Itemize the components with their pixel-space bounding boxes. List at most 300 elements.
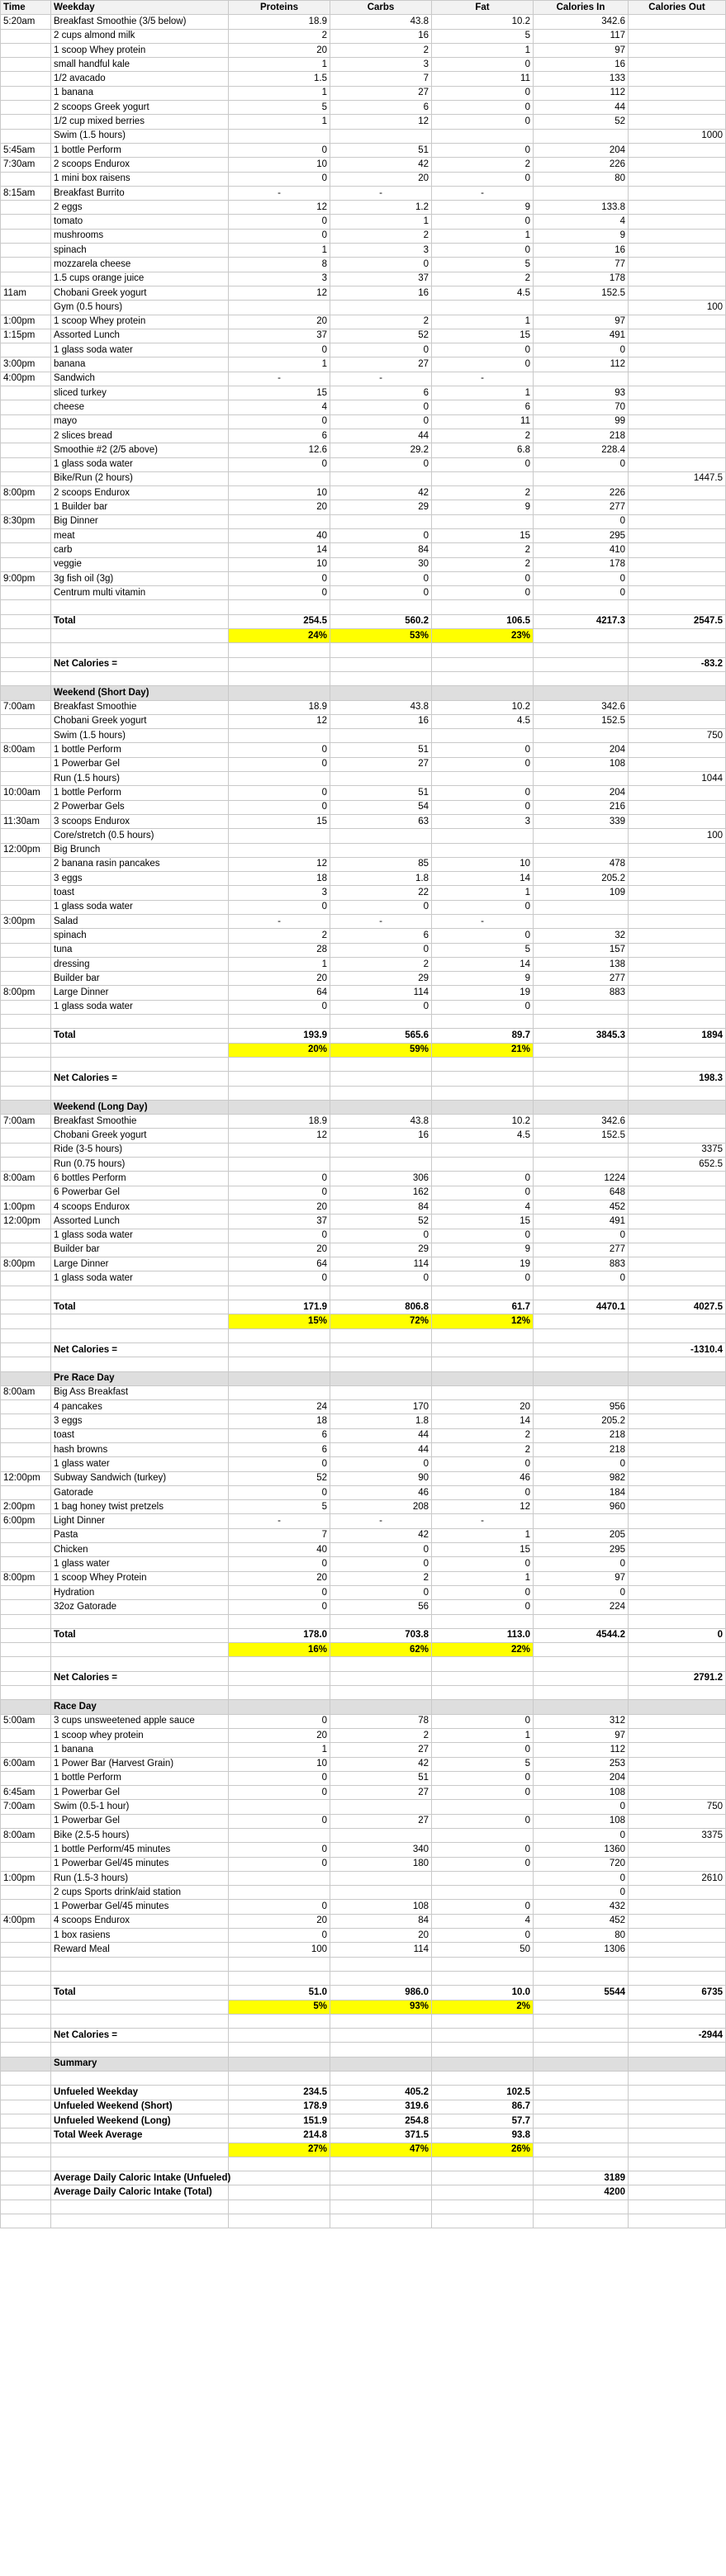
cell-carbs[interactable]: 90 <box>330 1471 432 1485</box>
cell-calories-out[interactable]: 6735 <box>629 1986 726 2000</box>
cell-calories-in[interactable]: 277 <box>534 500 629 514</box>
cell-carbs[interactable]: 84 <box>330 1200 432 1214</box>
cell-proteins[interactable]: 12 <box>229 286 330 300</box>
cell-calories-in[interactable]: 0 <box>534 1229 629 1243</box>
cell-fat[interactable] <box>432 729 534 743</box>
cell-time[interactable] <box>1 1986 51 2000</box>
cell-fat[interactable] <box>432 2014 534 2028</box>
cell-fat[interactable] <box>432 1371 534 1385</box>
cell-carbs[interactable]: 180 <box>330 1857 432 1871</box>
cell-calories-in[interactable]: 178 <box>534 272 629 286</box>
cell-time[interactable] <box>1 2072 51 2086</box>
cell-calories-in[interactable] <box>534 2143 629 2157</box>
cell-fat[interactable]: 93.8 <box>432 2129 534 2143</box>
cell-carbs[interactable] <box>330 1158 432 1172</box>
cell-item[interactable] <box>51 1614 229 1628</box>
cell-proteins[interactable] <box>229 1371 330 1385</box>
cell-time[interactable] <box>1 1072 51 1086</box>
cell-time[interactable] <box>1 772 51 786</box>
cell-item[interactable]: 2 slices bread <box>51 429 229 443</box>
cell-proteins[interactable]: 10 <box>229 557 330 571</box>
cell-fat[interactable] <box>432 2171 534 2185</box>
cell-item[interactable]: Pasta <box>51 1528 229 1542</box>
cell-calories-out[interactable] <box>629 186 726 200</box>
cell-calories-in[interactable]: 5544 <box>534 1986 629 2000</box>
cell-fat[interactable]: 6 <box>432 400 534 414</box>
cell-fat[interactable]: 0 <box>432 1457 534 1471</box>
cell-proteins[interactable]: 178.9 <box>229 2100 330 2114</box>
cell-carbs[interactable]: 27 <box>330 1786 432 1800</box>
cell-time[interactable] <box>1 1600 51 1614</box>
cell-fat[interactable]: 4.5 <box>432 1129 534 1143</box>
cell-proteins[interactable]: 20 <box>229 972 330 986</box>
cell-calories-in[interactable]: 1360 <box>534 1843 629 1857</box>
cell-proteins[interactable]: 0 <box>229 586 330 600</box>
cell-proteins[interactable]: 0 <box>229 414 330 429</box>
cell-carbs[interactable]: 2 <box>330 957 432 971</box>
cell-calories-out[interactable] <box>629 1714 726 1728</box>
cell-time[interactable] <box>1 1186 51 1200</box>
cell-fat[interactable]: 9 <box>432 201 534 215</box>
cell-fat[interactable] <box>432 1057 534 1071</box>
cell-proteins[interactable]: 0 <box>229 457 330 471</box>
cell-calories-in[interactable]: 0 <box>534 343 629 358</box>
cell-carbs[interactable]: 54 <box>330 800 432 814</box>
cell-fat[interactable] <box>432 1342 534 1357</box>
cell-calories-out[interactable]: 2547.5 <box>629 614 726 628</box>
cell-proteins[interactable] <box>229 1614 330 1628</box>
cell-fat[interactable]: 50 <box>432 1943 534 1957</box>
cell-carbs[interactable] <box>330 1886 432 1900</box>
cell-item[interactable]: 1 scoop Whey protein <box>51 315 229 329</box>
cell-proteins[interactable] <box>229 843 330 857</box>
cell-carbs[interactable]: 2 <box>330 1571 432 1585</box>
cell-proteins[interactable]: 0 <box>229 1172 330 1186</box>
cell-calories-in[interactable] <box>534 772 629 786</box>
cell-fat[interactable]: 61.7 <box>432 1300 534 1314</box>
cell-calories-in[interactable] <box>534 1657 629 1671</box>
cell-proteins[interactable]: 0 <box>229 743 330 757</box>
cell-time[interactable] <box>1 1414 51 1428</box>
cell-proteins[interactable]: 1 <box>229 244 330 258</box>
cell-calories-out[interactable] <box>629 457 726 471</box>
cell-carbs[interactable] <box>330 2057 432 2071</box>
cell-proteins[interactable]: 1 <box>229 957 330 971</box>
cell-calories-in[interactable] <box>534 186 629 200</box>
cell-calories-in[interactable]: 108 <box>534 1814 629 1828</box>
cell-time[interactable] <box>1 2114 51 2128</box>
cell-calories-out[interactable] <box>629 2057 726 2071</box>
cell-carbs[interactable]: - <box>330 186 432 200</box>
cell-calories-out[interactable]: 198.3 <box>629 1072 726 1086</box>
cell-time[interactable] <box>1 1029 51 1043</box>
cell-fat[interactable] <box>432 1657 534 1671</box>
cell-calories-in[interactable]: 0 <box>534 571 629 585</box>
cell-carbs[interactable]: 2 <box>330 229 432 243</box>
cell-time[interactable] <box>1 557 51 571</box>
cell-calories-out[interactable] <box>629 714 726 728</box>
cell-proteins[interactable]: 0 <box>229 571 330 585</box>
cell-time[interactable] <box>1 172 51 186</box>
cell-time[interactable] <box>1 729 51 743</box>
cell-proteins[interactable]: 171.9 <box>229 1300 330 1314</box>
cell-item[interactable] <box>51 2157 229 2171</box>
cell-calories-out[interactable] <box>629 1571 726 1585</box>
cell-carbs[interactable] <box>330 2171 432 2185</box>
cell-time[interactable] <box>1 972 51 986</box>
cell-fat[interactable] <box>432 657 534 671</box>
cell-item[interactable] <box>51 2143 229 2157</box>
cell-calories-out[interactable] <box>629 1614 726 1628</box>
cell-item[interactable] <box>51 1957 229 1971</box>
cell-item[interactable]: 1/2 avacado <box>51 72 229 86</box>
cell-calories-in[interactable]: 0 <box>534 1585 629 1599</box>
cell-calories-in[interactable] <box>534 643 629 657</box>
cell-carbs[interactable] <box>330 301 432 315</box>
cell-item[interactable]: 2 cups almond milk <box>51 29 229 43</box>
cell-item[interactable]: 1 Powerbar Gel <box>51 1814 229 1828</box>
cell-calories-out[interactable] <box>629 1500 726 1514</box>
cell-calories-out[interactable] <box>629 1257 726 1271</box>
cell-item[interactable]: 1 Powerbar Gel/45 minutes <box>51 1857 229 1871</box>
cell-calories-out[interactable] <box>629 1328 726 1342</box>
cell-item[interactable]: 1 box rasiens <box>51 1929 229 1943</box>
cell-carbs[interactable] <box>330 1057 432 1071</box>
cell-item[interactable]: Breakfast Smoothie <box>51 700 229 714</box>
cell-calories-out[interactable] <box>629 1514 726 1528</box>
cell-item[interactable] <box>51 1686 229 1700</box>
cell-item[interactable] <box>51 1657 229 1671</box>
cell-fat[interactable]: 5 <box>432 943 534 957</box>
cell-calories-out[interactable] <box>629 2143 726 2157</box>
cell-item[interactable]: 1 mini box raisens <box>51 172 229 186</box>
cell-item[interactable]: Chicken <box>51 1543 229 1557</box>
cell-carbs[interactable] <box>330 1671 432 1685</box>
cell-fat[interactable]: 0 <box>432 101 534 115</box>
cell-time[interactable] <box>1 201 51 215</box>
cell-proteins[interactable]: 20 <box>229 1571 330 1585</box>
cell-fat[interactable]: 0 <box>432 86 534 100</box>
cell-item[interactable]: 1 Powerbar Gel/45 minutes <box>51 1900 229 1914</box>
cell-time[interactable] <box>1 1957 51 1971</box>
cell-proteins[interactable] <box>229 657 330 671</box>
cell-time[interactable] <box>1 1628 51 1642</box>
cell-fat[interactable] <box>432 1886 534 1900</box>
cell-time[interactable] <box>1 2171 51 2185</box>
cell-carbs[interactable] <box>330 2014 432 2028</box>
cell-time[interactable] <box>1 600 51 614</box>
cell-calories-in[interactable] <box>534 2100 629 2114</box>
cell-calories-in[interactable]: 97 <box>534 1571 629 1585</box>
cell-time[interactable] <box>1 272 51 286</box>
cell-calories-out[interactable] <box>629 2185 726 2200</box>
cell-fat[interactable] <box>432 1072 534 1086</box>
cell-calories-in[interactable]: 1306 <box>534 1943 629 1957</box>
cell-proteins[interactable]: 0 <box>229 1585 330 1599</box>
cell-carbs[interactable]: 114 <box>330 1943 432 1957</box>
cell-carbs[interactable]: 0 <box>330 943 432 957</box>
cell-calories-in[interactable]: 0 <box>534 1871 629 1885</box>
cell-calories-out[interactable] <box>629 1015 726 1029</box>
cell-proteins[interactable]: 1 <box>229 86 330 100</box>
cell-fat[interactable] <box>432 600 534 614</box>
cell-carbs[interactable]: 703.8 <box>330 1628 432 1642</box>
cell-item[interactable]: spinach <box>51 929 229 943</box>
cell-proteins[interactable] <box>229 2214 330 2228</box>
cell-calories-in[interactable] <box>534 1514 629 1528</box>
cell-item[interactable]: 1 Power Bar (Harvest Grain) <box>51 1757 229 1771</box>
cell-calories-out[interactable] <box>629 2129 726 2143</box>
cell-calories-out[interactable]: 750 <box>629 1800 726 1814</box>
cell-carbs[interactable] <box>330 2072 432 2086</box>
cell-item[interactable]: Total <box>51 614 229 628</box>
cell-calories-in[interactable] <box>534 829 629 843</box>
cell-time[interactable] <box>1 829 51 843</box>
cell-time[interactable] <box>1 2185 51 2200</box>
cell-fat[interactable]: 15 <box>432 528 534 542</box>
cell-carbs[interactable]: 42 <box>330 1528 432 1542</box>
cell-carbs[interactable]: 0 <box>330 1557 432 1571</box>
cell-time[interactable] <box>1 2214 51 2228</box>
cell-calories-out[interactable] <box>629 972 726 986</box>
cell-calories-out[interactable] <box>629 1471 726 1485</box>
cell-proteins[interactable] <box>229 600 330 614</box>
cell-calories-out[interactable] <box>629 486 726 500</box>
cell-carbs[interactable]: 22 <box>330 886 432 900</box>
cell-item[interactable] <box>51 1971 229 1985</box>
cell-calories-out[interactable] <box>629 1929 726 1943</box>
cell-proteins[interactable]: 20 <box>229 500 330 514</box>
cell-calories-in[interactable]: 109 <box>534 886 629 900</box>
cell-calories-out[interactable] <box>629 2100 726 2114</box>
cell-time[interactable] <box>1 900 51 914</box>
cell-calories-out[interactable] <box>629 172 726 186</box>
cell-proteins[interactable] <box>229 1871 330 1885</box>
cell-time[interactable] <box>1 2143 51 2157</box>
cell-item[interactable] <box>51 1043 229 1057</box>
cell-carbs[interactable]: 565.6 <box>330 1029 432 1043</box>
cell-calories-in[interactable]: 982 <box>534 1471 629 1485</box>
cell-fat[interactable]: 1 <box>432 43 534 57</box>
cell-calories-out[interactable] <box>629 1129 726 1143</box>
cell-carbs[interactable]: 0 <box>330 414 432 429</box>
cell-fat[interactable] <box>432 1957 534 1971</box>
cell-time[interactable] <box>1 1158 51 1172</box>
cell-carbs[interactable]: 63 <box>330 814 432 828</box>
cell-fat[interactable] <box>432 1614 534 1628</box>
cell-carbs[interactable]: 2 <box>330 43 432 57</box>
cell-time[interactable] <box>1 301 51 315</box>
cell-item[interactable]: 2 scoops Endurox <box>51 158 229 172</box>
cell-calories-in[interactable] <box>534 1286 629 1300</box>
cell-calories-in[interactable]: 452 <box>534 1914 629 1928</box>
cell-calories-out[interactable] <box>629 244 726 258</box>
cell-proteins[interactable] <box>229 1158 330 1172</box>
cell-calories-in[interactable] <box>534 600 629 614</box>
cell-calories-in[interactable] <box>534 915 629 929</box>
cell-carbs[interactable]: 806.8 <box>330 1300 432 1314</box>
cell-proteins[interactable] <box>229 671 330 685</box>
cell-calories-out[interactable] <box>629 915 726 929</box>
cell-proteins[interactable]: 20 <box>229 1914 330 1928</box>
cell-fat[interactable]: 0 <box>432 1786 534 1800</box>
cell-carbs[interactable] <box>330 2157 432 2171</box>
cell-calories-in[interactable] <box>534 843 629 857</box>
cell-time[interactable] <box>1 800 51 814</box>
cell-fat[interactable] <box>432 686 534 700</box>
cell-fat[interactable] <box>432 671 534 685</box>
cell-calories-in[interactable]: 4470.1 <box>534 1300 629 1314</box>
cell-proteins[interactable]: 15% <box>229 1314 330 1328</box>
cell-proteins[interactable] <box>229 2043 330 2057</box>
cell-time[interactable] <box>1 686 51 700</box>
cell-fat[interactable] <box>432 1829 534 1843</box>
cell-time[interactable] <box>1 2100 51 2114</box>
cell-time[interactable] <box>1 1929 51 1943</box>
cell-item[interactable]: cheese <box>51 400 229 414</box>
cell-calories-out[interactable] <box>629 629 726 643</box>
cell-item[interactable]: Builder bar <box>51 1243 229 1257</box>
cell-time[interactable] <box>1 215 51 229</box>
cell-calories-out[interactable] <box>629 1357 726 1371</box>
cell-calories-out[interactable] <box>629 986 726 1000</box>
cell-item[interactable]: 4 scoops Endurox <box>51 1914 229 1928</box>
cell-calories-out[interactable] <box>629 2043 726 2057</box>
cell-time[interactable] <box>1 86 51 100</box>
cell-calories-in[interactable]: 205.2 <box>534 1414 629 1428</box>
cell-fat[interactable]: 0 <box>432 244 534 258</box>
cell-calories-out[interactable] <box>629 800 726 814</box>
cell-proteins[interactable] <box>229 1328 330 1342</box>
cell-time[interactable] <box>1 857 51 871</box>
cell-time[interactable] <box>1 1086 51 1100</box>
cell-item[interactable]: veggie <box>51 557 229 571</box>
cell-carbs[interactable]: 208 <box>330 1500 432 1514</box>
cell-carbs[interactable]: 43.8 <box>330 1115 432 1129</box>
cell-calories-in[interactable] <box>534 1015 629 1029</box>
cell-proteins[interactable]: 24% <box>229 629 330 643</box>
cell-carbs[interactable] <box>330 1286 432 1300</box>
cell-item[interactable]: Weekend (Short Day) <box>51 686 229 700</box>
cell-calories-in[interactable]: 277 <box>534 972 629 986</box>
cell-calories-out[interactable] <box>629 101 726 115</box>
cell-calories-out[interactable] <box>629 2072 726 2086</box>
cell-proteins[interactable]: 0 <box>229 1600 330 1614</box>
cell-calories-out[interactable] <box>629 443 726 457</box>
cell-time[interactable] <box>1 1557 51 1571</box>
cell-carbs[interactable]: 0 <box>330 457 432 471</box>
cell-time[interactable] <box>1 1328 51 1342</box>
cell-fat[interactable]: 14 <box>432 1414 534 1428</box>
cell-calories-in[interactable] <box>534 2200 629 2214</box>
cell-calories-out[interactable] <box>629 201 726 215</box>
header-carbs[interactable]: Carbs <box>330 1 432 15</box>
cell-fat[interactable] <box>432 2200 534 2214</box>
cell-fat[interactable]: 9 <box>432 500 534 514</box>
cell-item[interactable] <box>51 1286 229 1300</box>
cell-proteins[interactable]: 5 <box>229 101 330 115</box>
cell-item[interactable]: mushrooms <box>51 229 229 243</box>
cell-time[interactable] <box>1 1314 51 1328</box>
cell-carbs[interactable]: 0 <box>330 1000 432 1014</box>
cell-proteins[interactable] <box>229 1342 330 1357</box>
cell-item[interactable]: 1 scoop Whey protein <box>51 43 229 57</box>
cell-time[interactable] <box>1 1043 51 1057</box>
cell-item[interactable]: tuna <box>51 943 229 957</box>
cell-fat[interactable]: 0 <box>432 1743 534 1757</box>
cell-time[interactable] <box>1 1371 51 1385</box>
cell-fat[interactable] <box>432 1800 534 1814</box>
cell-fat[interactable]: 0 <box>432 1857 534 1871</box>
cell-time[interactable] <box>1 1614 51 1628</box>
cell-proteins[interactable]: 40 <box>229 528 330 542</box>
cell-proteins[interactable]: 10 <box>229 1757 330 1771</box>
cell-calories-out[interactable] <box>629 1457 726 1471</box>
cell-calories-in[interactable]: 410 <box>534 543 629 557</box>
cell-proteins[interactable] <box>229 514 330 528</box>
cell-carbs[interactable]: 51 <box>330 1771 432 1785</box>
cell-proteins[interactable]: 0 <box>229 1000 330 1014</box>
cell-item[interactable] <box>51 1643 229 1657</box>
cell-calories-in[interactable]: 204 <box>534 786 629 800</box>
cell-calories-out[interactable] <box>629 1286 726 1300</box>
cell-carbs[interactable] <box>330 2185 432 2200</box>
cell-proteins[interactable]: 14 <box>229 543 330 557</box>
cell-calories-out[interactable] <box>629 1229 726 1243</box>
cell-item[interactable]: carb <box>51 543 229 557</box>
cell-proteins[interactable]: 234.5 <box>229 2086 330 2100</box>
cell-carbs[interactable]: 319.6 <box>330 2100 432 2114</box>
cell-time[interactable]: 3:00pm <box>1 358 51 372</box>
cell-time[interactable]: 12:00pm <box>1 1471 51 1485</box>
cell-carbs[interactable]: 162 <box>330 1186 432 1200</box>
cell-calories-in[interactable]: 133 <box>534 72 629 86</box>
cell-calories-in[interactable]: 452 <box>534 1200 629 1214</box>
cell-carbs[interactable]: 51 <box>330 143 432 157</box>
cell-item[interactable] <box>51 1328 229 1342</box>
cell-calories-out[interactable] <box>629 1686 726 1700</box>
cell-carbs[interactable] <box>330 2043 432 2057</box>
cell-carbs[interactable]: 37 <box>330 272 432 286</box>
cell-calories-out[interactable] <box>629 1414 726 1428</box>
cell-calories-in[interactable] <box>534 1057 629 1071</box>
cell-item[interactable]: Subway Sandwich (turkey) <box>51 1471 229 1485</box>
cell-proteins[interactable] <box>229 1385 330 1399</box>
cell-fat[interactable]: 2 <box>432 543 534 557</box>
cell-item[interactable]: spinach <box>51 244 229 258</box>
cell-carbs[interactable]: 44 <box>330 1428 432 1442</box>
cell-carbs[interactable] <box>330 1100 432 1114</box>
cell-time[interactable]: 5:45am <box>1 143 51 157</box>
cell-time[interactable] <box>1 1457 51 1471</box>
cell-fat[interactable] <box>432 1286 534 1300</box>
cell-fat[interactable] <box>432 301 534 315</box>
cell-item[interactable]: Gatorade <box>51 1485 229 1499</box>
cell-item[interactable]: Bike/Run (2 hours) <box>51 471 229 485</box>
cell-item[interactable]: Assorted Lunch <box>51 1215 229 1229</box>
cell-calories-out[interactable] <box>629 1886 726 1900</box>
cell-calories-out[interactable]: 4027.5 <box>629 1300 726 1314</box>
cell-proteins[interactable]: 6 <box>229 1442 330 1456</box>
cell-calories-in[interactable]: 295 <box>534 1543 629 1557</box>
cell-proteins[interactable]: 20 <box>229 43 330 57</box>
cell-item[interactable]: Unfueled Weekend (Short) <box>51 2100 229 2114</box>
cell-proteins[interactable]: 8 <box>229 258 330 272</box>
cell-item[interactable]: 2 scoops Endurox <box>51 486 229 500</box>
cell-item[interactable]: Big Brunch <box>51 843 229 857</box>
cell-item[interactable]: Swim (1.5 hours) <box>51 729 229 743</box>
cell-carbs[interactable]: 27 <box>330 86 432 100</box>
